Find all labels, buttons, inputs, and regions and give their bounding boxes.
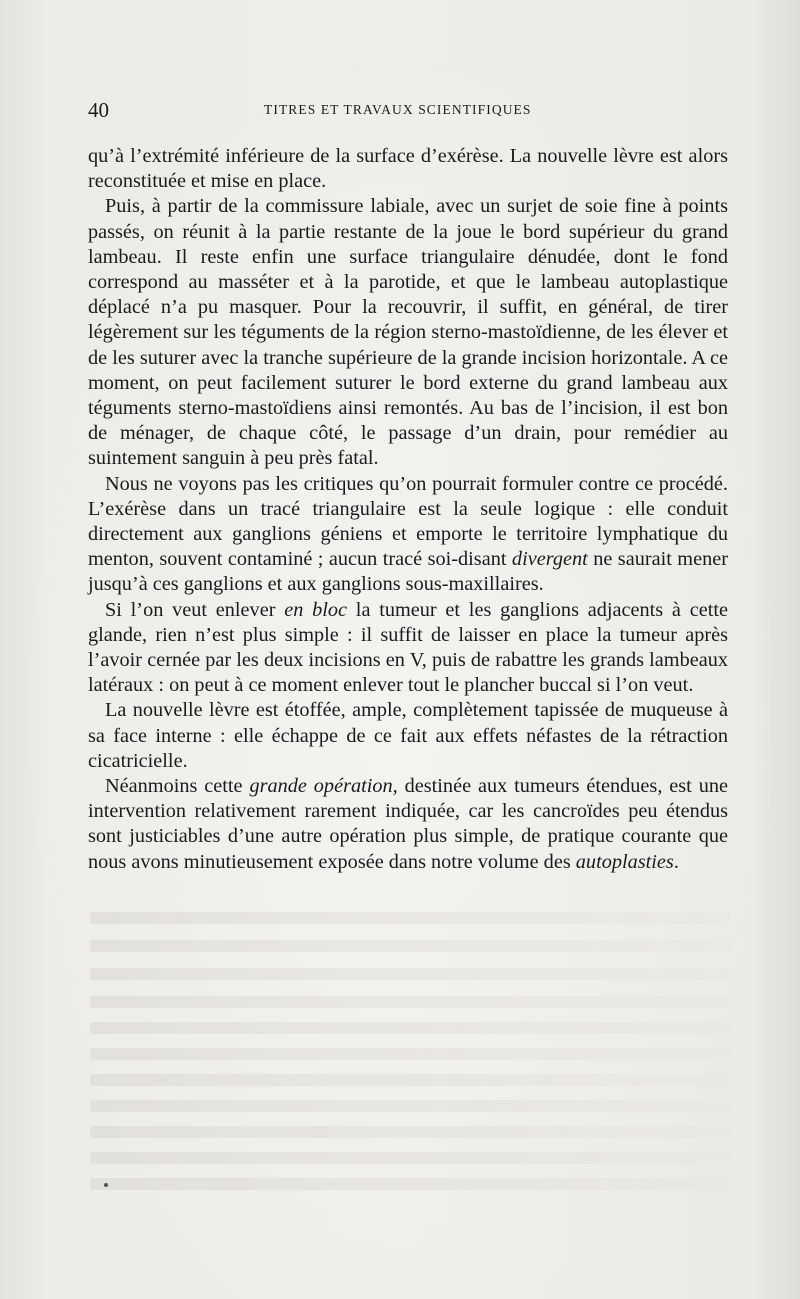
paragraph-3	[88, 472, 728, 598]
bleed-through-line	[90, 912, 730, 924]
page-header	[88, 98, 728, 122]
paragraph-text: destinée aux tumeurs étendues, est une intervention relativement rarement indiquée, car les cancroïdes peu étendus sont justiciables d’une autre opération plus simple, de pratique courante que nous avons minutieusement exposée dans notre volume des	[88, 775, 728, 873]
bleed-through-line	[90, 1126, 730, 1138]
italic-term: grande opération,	[249, 775, 398, 798]
page-number: 40	[88, 98, 109, 122]
paragraph-text: Néanmoins cette	[105, 775, 250, 798]
bleed-through-line	[90, 1022, 730, 1034]
paragraph-text: Nous ne voyons pas les critiques qu’on pourrait formuler contre ce procédé. L’exérèse dans un tracé triangulaire est la seule logique : elle conduit directement aux ganglions géniens et emporte le territoire lymphatique du menton, souvent contaminé ; aucun tracé soi-disant	[88, 472, 728, 571]
bleed-through-line	[90, 1074, 730, 1086]
paragraph-1	[88, 144, 728, 194]
bleed-through-line	[90, 1048, 730, 1060]
paragraph-text: .	[673, 850, 679, 873]
paragraph-text: ne saurait mener jusqu’à ces ganglions et aux ganglions sous-maxillaires.	[88, 548, 728, 596]
paragraph-6	[88, 774, 728, 875]
paragraph-5	[88, 698, 728, 774]
paragraph-text: La nouvelle lèvre est étoffée, ample, complètement tapissée de muqueuse à sa face interne : elle échappe de ce fait aux effets néfastes de la rétraction cicatricielle.	[88, 699, 728, 772]
bleed-through-line	[90, 996, 730, 1008]
ink-speck	[104, 1183, 108, 1187]
italic-term: divergent	[511, 548, 588, 571]
bleed-through-line	[90, 968, 730, 980]
paragraph-2	[88, 194, 728, 471]
bleed-through-line	[90, 1152, 730, 1164]
bleed-through-line	[90, 940, 730, 952]
running-title: TITRES ET TRAVAUX SCIENTIFIQUES	[264, 102, 532, 117]
italic-term: en bloc	[284, 598, 348, 621]
paragraph-text: Si l’on veut enlever	[105, 598, 285, 621]
paragraph-text: qu’à l’extrémité inférieure de la surface d’exérèse. La nouvelle lèvre est alors reconstituée et mise en place.	[88, 145, 728, 193]
italic-term: autoplasties	[575, 850, 674, 873]
body-text	[88, 144, 728, 875]
bleed-through-line	[90, 1100, 730, 1112]
paragraph-4	[88, 598, 728, 699]
paragraph-text: la tumeur et les ganglions adjacents à cette glande, rien n’est plus simple : il suffit de laisser en place la tumeur après l’avoir cernée par les deux incisions en V, puis de rabattre les grands lambeaux latéraux : on peut à ce moment enlever tout le plancher buccal si l’on veut.	[88, 598, 728, 697]
bleed-through-line	[90, 1178, 730, 1190]
paragraph-text: Puis, à partir de la commissure labiale, avec un surjet de soie fine à points passés, on réunit à la partie restante de la joue le bord supérieur du grand lambeau. Il reste enfin une surface triangulaire dénudée, dont le fond correspond au masséter et à la parotide, et que le lambeau autoplastique déplacé n’a pu masquer. Pour la recouvrir, il suffit, en général, de tirer légèrement sur les téguments de la région sterno-mastoïdienne, de les élever et de les suturer avec la tranche supérieure de la grande incision horizontale. A ce moment, on peut facilement suturer le bord externe du grand lambeau aux téguments sterno-mastoïdiens ainsi remontés. Au bas de l’incision, il est bon de ménager, de chaque côté, le passage d’un drain, pour remédier au suintement sanguin à peu près fatal.	[88, 195, 728, 470]
